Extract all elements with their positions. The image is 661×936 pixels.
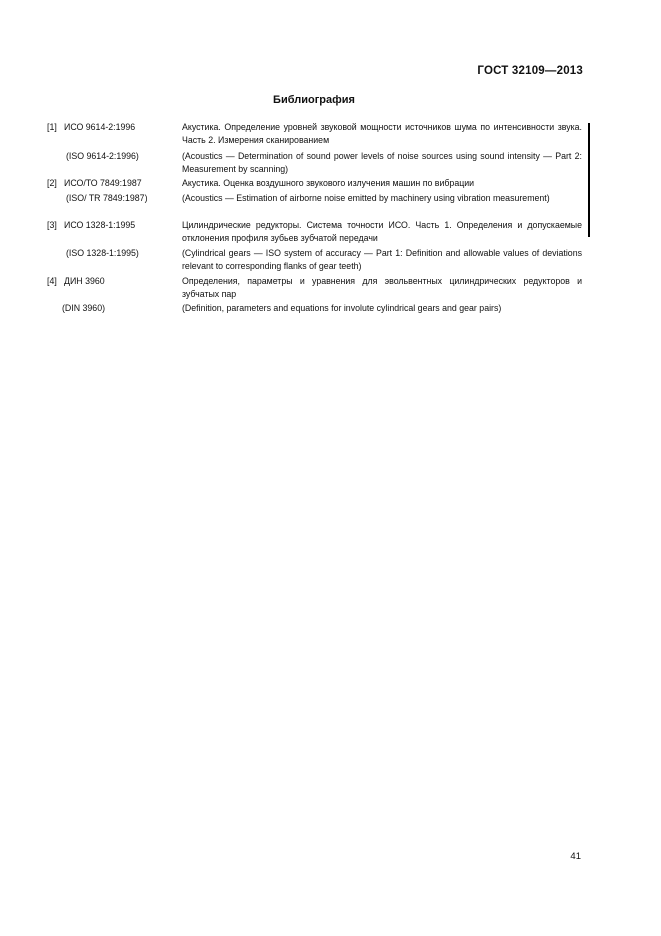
entry-number: [3] [47, 220, 57, 230]
entry-code-en: (DIN 3960) [62, 303, 106, 313]
entry-code: ДИН 3960 [64, 276, 105, 286]
revision-change-bar [588, 123, 590, 237]
entry-text: Акустика. Определение уровней звуковой мощности источников шума по интенсивности звука. Часть 2. Измерения сканированием [182, 122, 582, 145]
page-number: 41 [570, 851, 581, 862]
entry-text-en: (Definition, parameters and equations for involute cylindrical gears and gear pairs) [182, 303, 502, 313]
entry-code: ИСО/ТО 7849:1987 [64, 178, 142, 188]
entry-number: [1] [47, 122, 57, 132]
document-header: ГОСТ 32109—2013 [477, 65, 583, 77]
entry-text: Акустика. Оценка воздушного звукового излучения машин по вибрации [182, 178, 475, 188]
page-title: Библиография [273, 94, 355, 106]
entry-text-en: (Acoustics — Estimation of airborne noise emitted by machinery using vibration measurement) [182, 193, 550, 203]
entry-number: [2] [47, 178, 57, 188]
entry-number: [4] [47, 276, 57, 286]
entry-text-en: (Acoustics — Determination of sound power levels of noise sources using sound intensity — Part 2: Measurement by scanning) [182, 151, 582, 174]
entry-code-en: (ISO/ TR 7849:1987) [66, 193, 148, 203]
entry-code-en: (ISO 9614-2:1996) [66, 151, 139, 161]
entry-code-en: (ISO 1328-1:1995) [66, 248, 139, 258]
entry-code: ИСО 1328-1:1995 [64, 220, 136, 230]
entry-code: ИСО 9614-2:1996 [64, 122, 136, 132]
entry-text: Определения, параметры и уравнения для эвольвентных цилиндрических редукторов и зубчатых пар [182, 276, 582, 299]
entry-text-en: (Cylindrical gears — ISO system of accuracy — Part 1: Definition and allowable values of deviations relevant to corresponding flanks of gear teeth) [182, 248, 582, 271]
entry-text: Цилиндрические редукторы. Система точности ИСО. Часть 1. Определения и допускаемые отклонения профиля зубьев зубчатой передачи [182, 220, 582, 243]
